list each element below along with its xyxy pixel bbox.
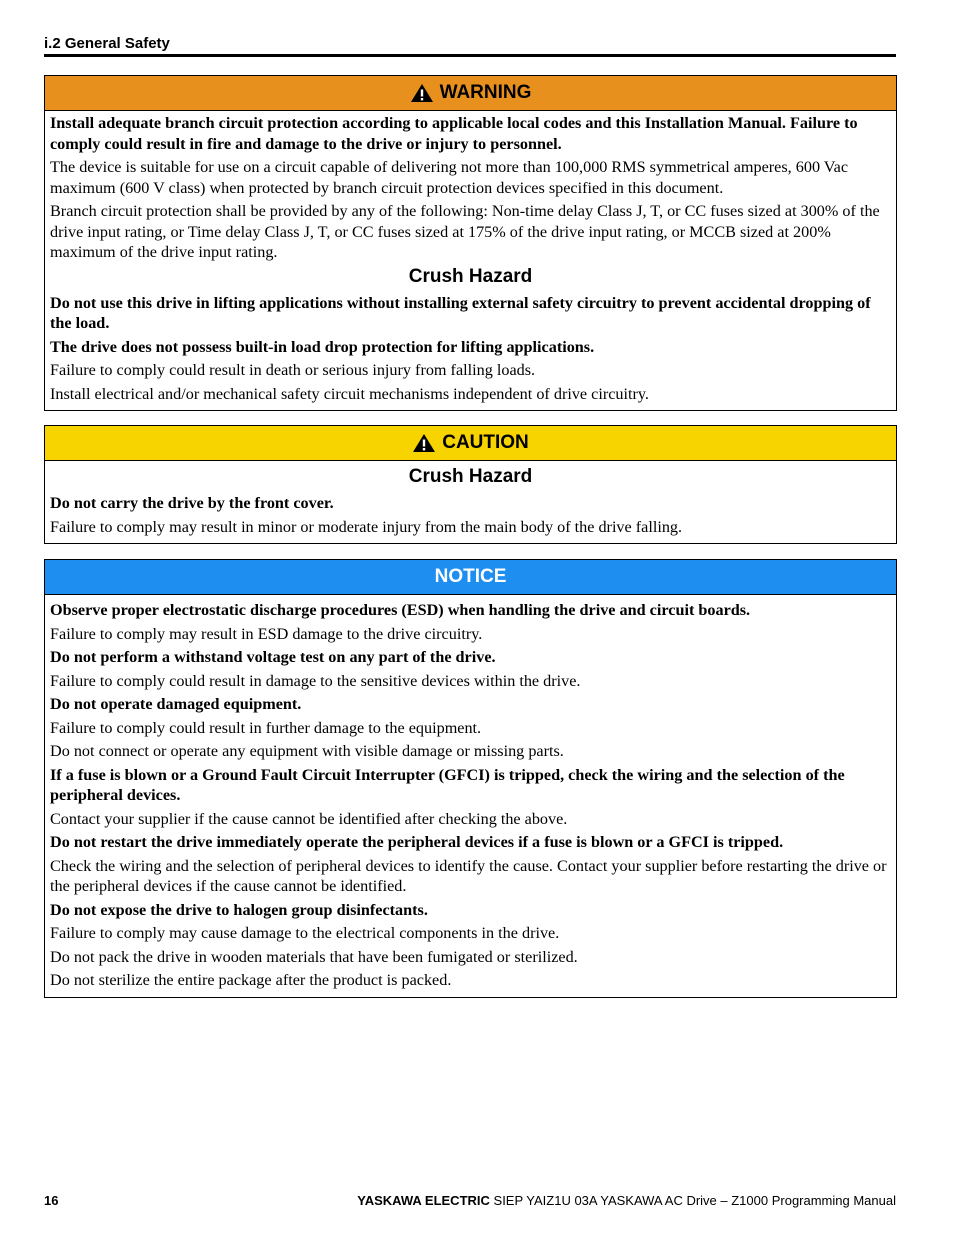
warning-box bbox=[44, 75, 897, 411]
caution-box bbox=[44, 425, 897, 544]
notice-paragraph: Failure to comply could result in damage to the sensitive devices within the drive. bbox=[50, 671, 581, 690]
notice-box bbox=[44, 559, 897, 998]
notice-paragraph: Check the wiring and the selection of peripheral devices to identify the cause. Contact your supplier before restarting the drive or the peripheral devices if the cause cannot be identified. bbox=[50, 856, 887, 895]
notice-paragraph: Do not expose the drive to halogen group disinfectants. bbox=[50, 900, 428, 919]
footer-doc-title bbox=[357, 1193, 896, 1208]
notice-paragraph: If a fuse is blown or a Ground Fault Circuit Interrupter (GFCI) is tripped, check the wiring and the selection of the peripheral devices. bbox=[50, 765, 845, 804]
warning-paragraph: The drive does not possess built-in load drop protection for lifting applications. bbox=[50, 337, 595, 356]
warning-triangle-icon bbox=[412, 433, 436, 453]
header-rule bbox=[44, 54, 896, 57]
page-number: 16 bbox=[44, 1193, 59, 1208]
warning-paragraph: Install electrical and/or mechanical safety circuit mechanisms independent of drive circuitry. bbox=[50, 384, 649, 403]
footer-manual-title: SIEP YAIZ1U 03A YASKAWA AC Drive – Z1000 Programming Manual bbox=[489, 1193, 896, 1208]
caution-title: CAUTION bbox=[442, 432, 529, 453]
notice-paragraph: Do not operate damaged equipment. bbox=[50, 695, 302, 713]
warning-paragraph: The device is suitable for use on a circuit capable of delivering not more than 100,000 RMS symmetrical amperes, 600 Vac maximum (600 V class) when protected by branch circuit protection devices specified in this document. bbox=[50, 158, 849, 197]
notice-paragraph: Observe proper electrostatic discharge procedures (ESD) when handling the drive and circuit boards. bbox=[50, 601, 751, 619]
caution-subheading: Crush Hazard bbox=[408, 466, 533, 487]
section-title: i.2 General Safety bbox=[44, 35, 170, 52]
caution-bar bbox=[45, 426, 896, 461]
warning-subheading: Crush Hazard bbox=[408, 265, 533, 287]
notice-paragraph: Contact your supplier if the cause cannot be identified after checking the above. bbox=[50, 809, 568, 828]
notice-paragraph: Failure to comply could result in further damage to the equipment. bbox=[50, 718, 482, 737]
notice-paragraph: Failure to comply may result in ESD damage to the drive circuitry. bbox=[50, 624, 483, 643]
notice-paragraph: Do not restart the drive immediately operate the peripheral devices if a fuse is blown or a GFCI is tripped. bbox=[50, 833, 784, 851]
warning-paragraph: Install adequate branch circuit protection according to applicable local codes and this Installation Manual. Failure to comply could result in fire and damage to the drive or injury to personnel. bbox=[50, 114, 858, 153]
notice-paragraph: Failure to comply may cause damage to the electrical components in the drive. bbox=[50, 924, 560, 942]
warning-triangle-icon bbox=[410, 83, 434, 103]
notice-paragraph: Do not perform a withstand voltage test on any part of the drive. bbox=[50, 648, 496, 666]
notice-title: NOTICE bbox=[434, 566, 507, 587]
footer-brand: YASKAWA ELECTRIC bbox=[357, 1193, 490, 1208]
warning-paragraph: Do not use this drive in lifting applications without installing external safety circuitry to prevent accidental dropping of the load. bbox=[50, 293, 871, 332]
warning-paragraph: Failure to comply could result in death or serious injury from falling loads. bbox=[50, 361, 536, 379]
notice-paragraph: Do not pack the drive in wooden materials that have been fumigated or sterilized. bbox=[50, 947, 578, 966]
caution-paragraph: Failure to comply may result in minor or moderate injury from the main body of the drive falling. bbox=[50, 517, 683, 536]
warning-bar bbox=[45, 76, 896, 111]
notice-bar bbox=[45, 560, 896, 595]
warning-paragraph: Branch circuit protection shall be provided by any of the following: Non-time delay Class J, T, or CC fuses sized at 300% of the drive input rating, or Time delay Class J, T, or CC fuses sized at 175% of the drive input rating, or MCCB sized at 200% maximum of the drive input rating. bbox=[50, 202, 880, 261]
caution-paragraph: Do not carry the drive by the front cover. bbox=[50, 494, 334, 512]
notice-paragraph: Do not sterilize the entire package after the product is packed. bbox=[50, 971, 452, 989]
notice-paragraph: Do not connect or operate any equipment with visible damage or missing parts. bbox=[50, 742, 564, 760]
warning-title: WARNING bbox=[439, 82, 532, 103]
